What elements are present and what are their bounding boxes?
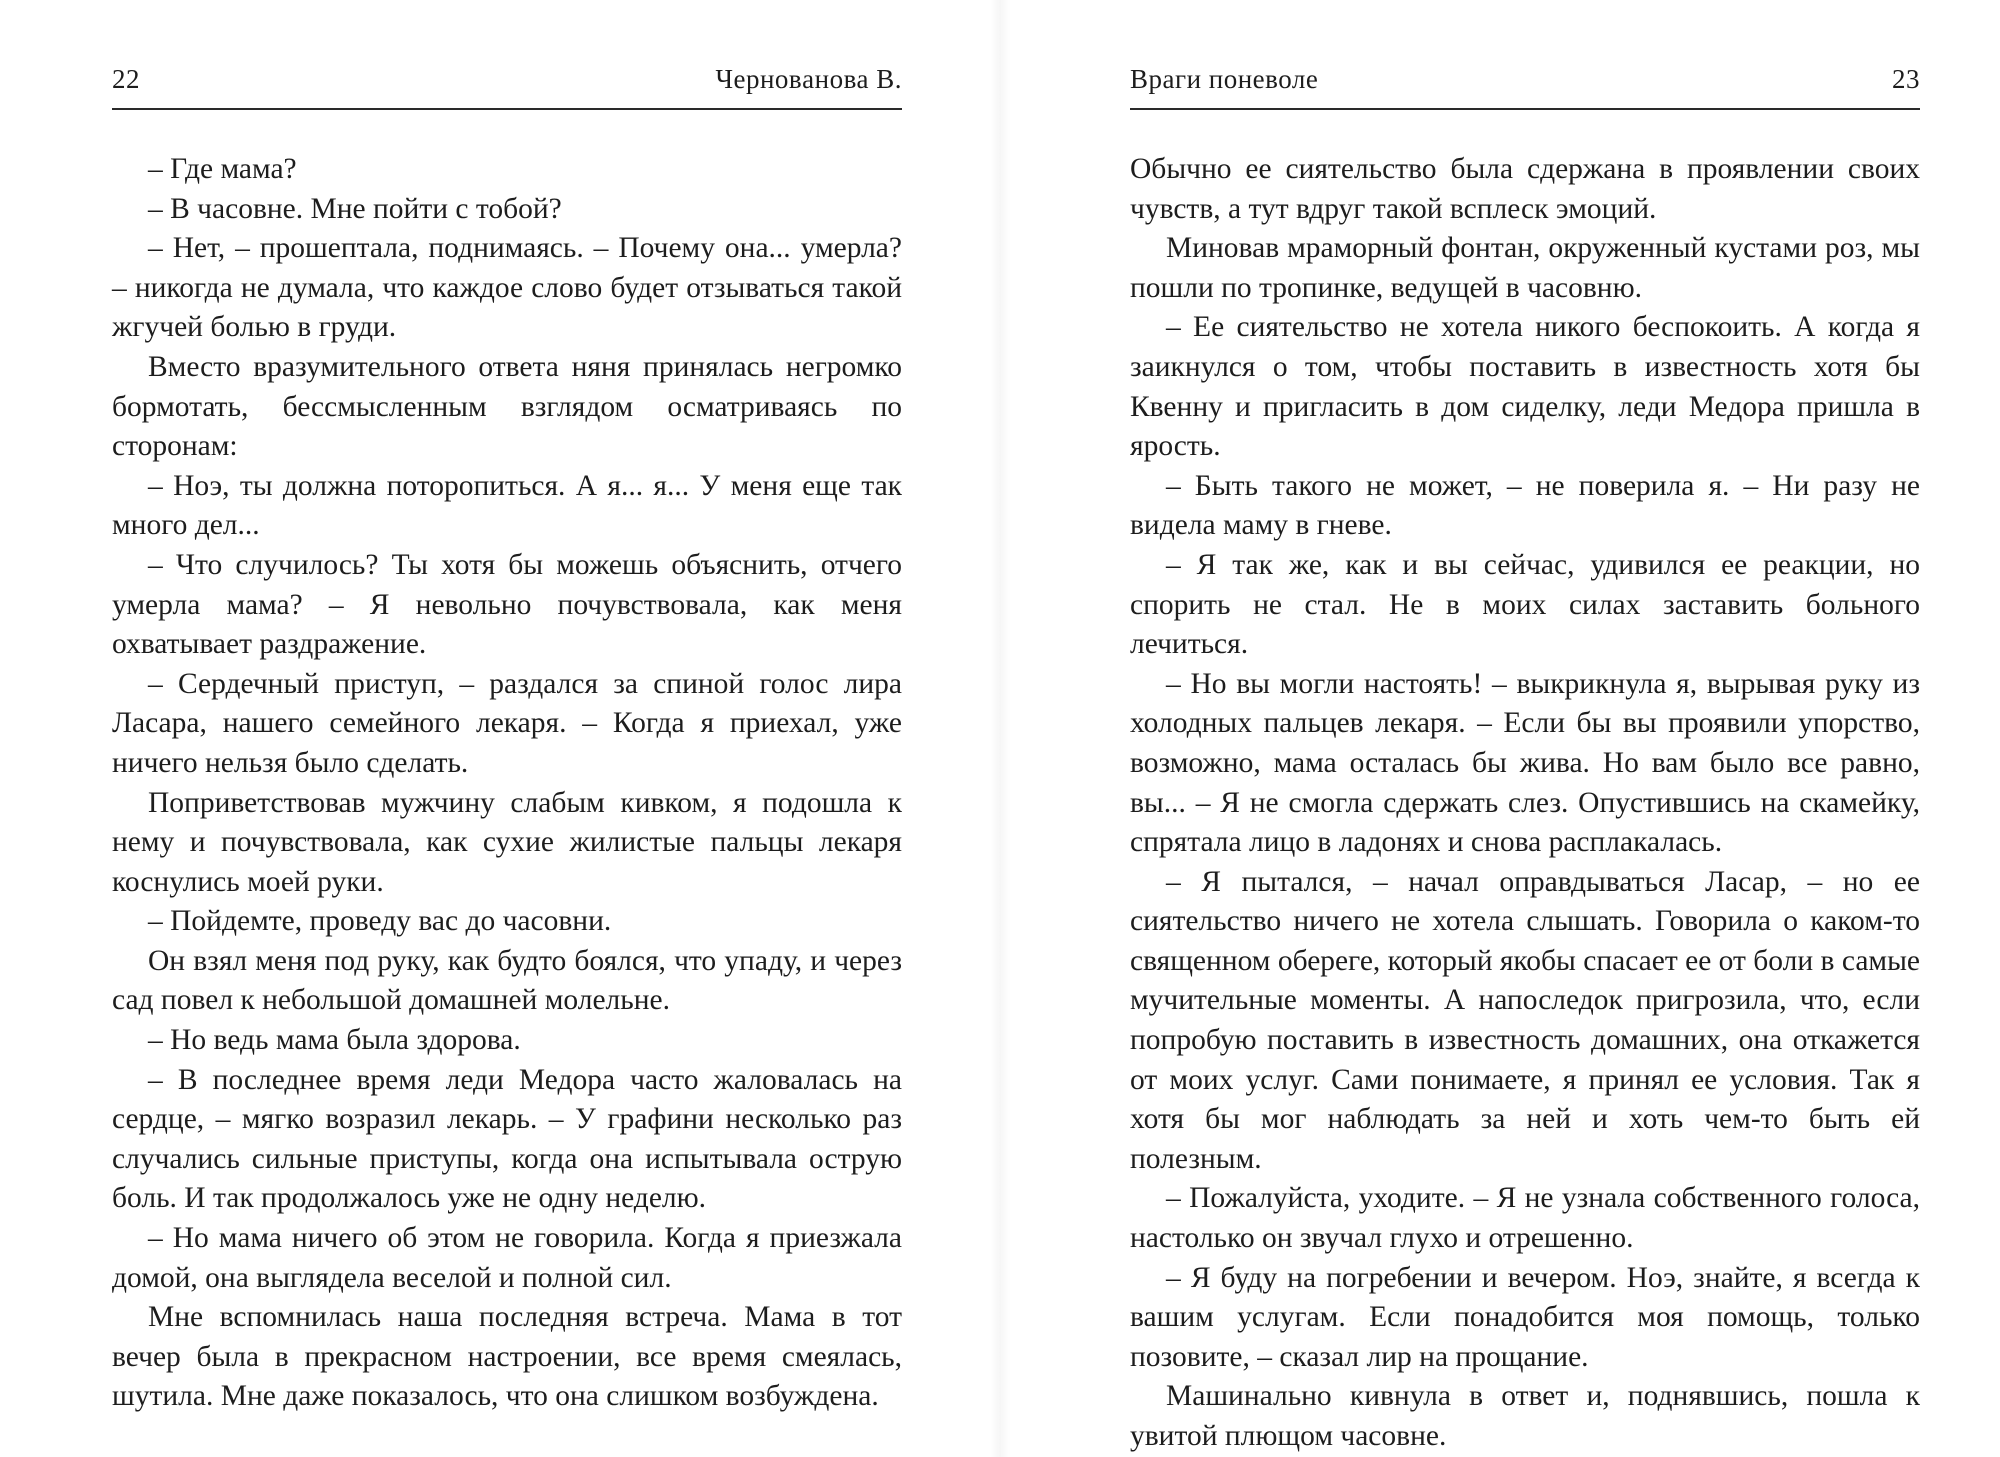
- left-page-number: 22: [112, 64, 140, 94]
- right-page-header: [1130, 64, 1920, 110]
- paragraph: – Я так же, как и вы сейчас, удивился ее реакции, но спорить не стал. Не в моих силах заставить больного лечиться.: [1130, 548, 1920, 661]
- paragraph: – В часовне. Мне пойти с тобой?: [148, 192, 562, 225]
- right-running-header: Враги поневоле: [1130, 64, 1319, 94]
- paragraph: – Где мама?: [148, 153, 297, 185]
- left-page-header: [112, 64, 902, 110]
- paragraph: Мне вспомнилась наша последняя встреча. Мама в тот вечер была в прекрасном настроении, все время смеялась, шутила. Мне даже показалось, что она слишком возбуждена.: [112, 1301, 902, 1413]
- right-page: [1000, 0, 2000, 1457]
- paragraph: – Пожалуйста, уходите. – Я не узнала собственного голоса, настолько он звучал глухо и отрешенно.: [1130, 1182, 1920, 1255]
- paragraph: – Но вы могли настоять! – выкрикнула я, вырывая руку из холодных пальцев лекаря. – Если бы вы проявили упорство, возможно, мама осталась бы жива. Но вам было все равно, вы... – Я не смогла сдержать слез. Опустившись на скамейку, спрятала лицо в ладонях и снова расплакалась.: [1130, 667, 1920, 859]
- paragraph: – Сердечный приступ, – раздался за спиной голос лира Ласара, нашего семейного лекаря. – Когда я приехал, уже ничего нельзя было сделать.: [112, 667, 902, 779]
- paragraph: – Ее сиятельство не хотела никого беспокоить. А когда я заикнулся о том, чтобы поставить в известность хотя бы Квенну и пригласить в дом сиделку, леди Медора пришла в ярость.: [1130, 311, 1920, 463]
- paragraph: Миновав мраморный фонтан, окруженный кустами роз, мы пошли по тропинке, ведущей в часовню.: [1130, 232, 1920, 304]
- paragraph: – Что случилось? Ты хотя бы можешь объяснить, отчего умерла мама? – Я невольно почувствовала, как меня охватывает раздражение.: [112, 548, 902, 661]
- paragraph: Машинально кивнула в ответ и, поднявшись, пошла к увитой плющом часовне.: [1130, 1380, 1920, 1452]
- paragraph: – Пойдемте, проведу вас до часовни.: [148, 905, 612, 938]
- continuation-paragraph: Обычно ее сиятельство была сдержана в проявлении своих чувств, а тут вдруг такой всплеск эмоций.: [1130, 153, 1920, 225]
- paragraph: – Быть такого не может, – не поверила я. – Ни разу не видела маму в гневе.: [1130, 469, 1920, 542]
- paragraph: – Но мама ничего об этом не говорила. Когда я приезжала домой, она выглядела веселой и полной сил.: [112, 1222, 902, 1294]
- paragraph: – Но ведь мама была здорова.: [148, 1024, 521, 1057]
- right-page-number: 23: [1892, 64, 1920, 94]
- paragraph: – В последнее время леди Медора часто жаловалась на сердце, – мягко возразил лекарь. – У графини несколько раз случались сильные приступы, когда она испытывала острую боль. И так продолжалось уже не одну неделю.: [112, 1063, 902, 1215]
- paragraph: – Ноэ, ты должна поторопиться. А я... я... У меня еще так много дел...: [112, 469, 902, 542]
- paragraph: Вместо вразумительного ответа няня принялась негромко бормотать, бессмысленным взглядом осматриваясь по сторонам:: [112, 350, 902, 463]
- paragraph: Поприветствовав мужчину слабым кивком, я подошла к нему и почувствовала, как сухие жилистые пальцы лекаря коснулись моей руки.: [112, 786, 902, 898]
- paragraph: – Я пытался, – начал оправдываться Ласар, – но ее сиятельство ничего не хотела слышать. Говорила о каком-то священном обереге, который якобы спасает ее от боли в самые мучительные моменты. А напоследок пригрозила, что, если попробую поставить в известность домашних, она откажется от моих услуг. Сами понимаете, я принял ее условия. Так я хотя бы мог наблюдать за ней и хоть чем-то быть ей полезным.: [1130, 865, 1920, 1175]
- left-page-body: [112, 150, 902, 1417]
- paragraph: – Нет, – прошептала, поднимаясь. – Почему она... умерла? – никогда не думала, что каждое слово будет отзываться такой жгучей болью в груди.: [112, 232, 902, 344]
- paragraph: Он взял меня под руку, как будто боялся, что упаду, и через сад повел к небольшой домашней молельне.: [112, 944, 902, 1017]
- left-running-header: Черновaнова В.: [715, 64, 902, 94]
- paragraph: – Я буду на погребении и вечером. Ноэ, знайте, я всегда к вашим услугам. Если понадобится моя помощь, только позовите, – сказал лир на прощание.: [1130, 1261, 1920, 1373]
- right-page-body: [1130, 150, 1920, 1457]
